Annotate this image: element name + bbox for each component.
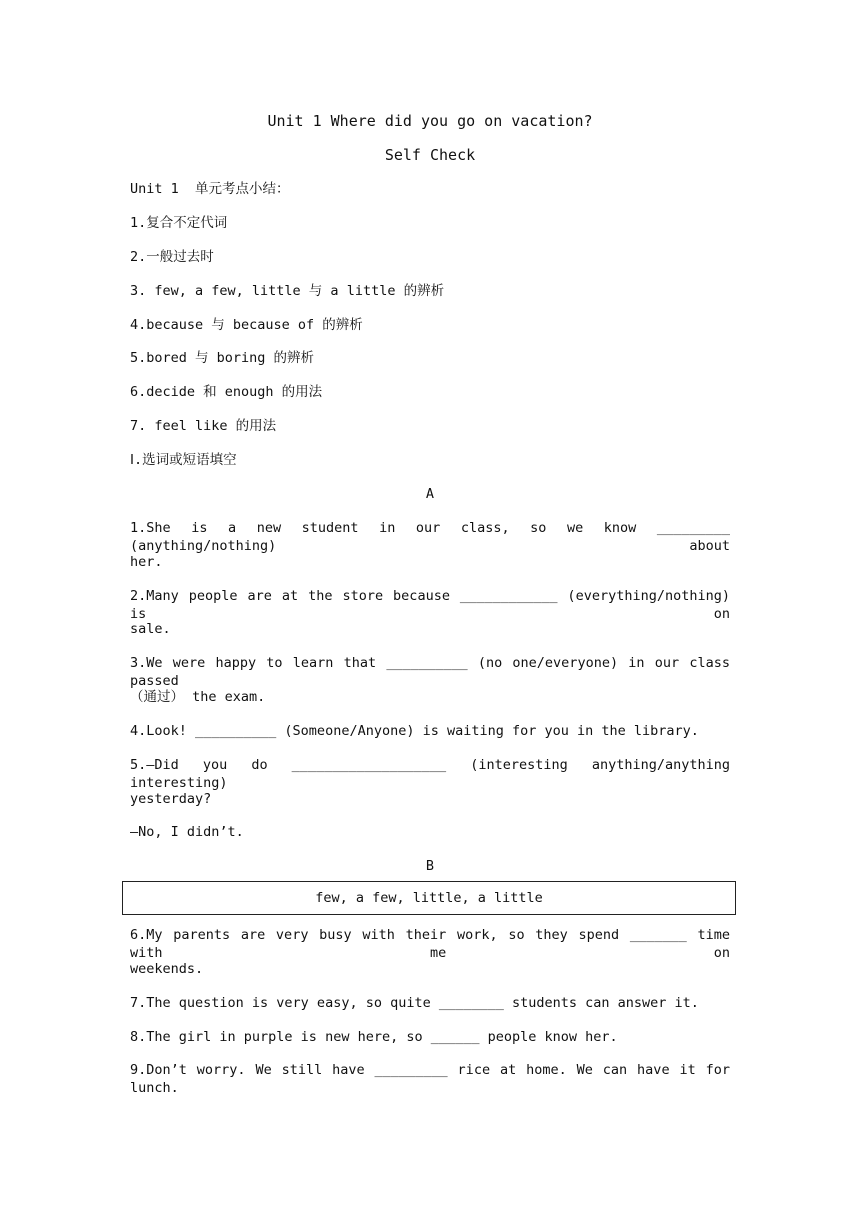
question-6-line-2: weekends. bbox=[130, 961, 204, 977]
part-b-label: B bbox=[425, 858, 435, 874]
summary-point: 6.decide 和 enough 的用法 bbox=[130, 384, 323, 400]
summary-point: 2.一般过去时 bbox=[130, 249, 214, 265]
question-2-line-2: sale. bbox=[130, 621, 171, 637]
question-3-line-1: 3.We were happy to learn that __________ (no one/everyone) in our class passed bbox=[130, 655, 730, 689]
summary-point: 3. few, a few, little 与 a little 的辨析 bbox=[130, 283, 445, 299]
word-bank-text: few, a few, little, a little bbox=[315, 890, 543, 906]
section-heading: Ⅰ.选词或短语填空 bbox=[130, 452, 237, 468]
document-subtitle: Self Check bbox=[384, 146, 476, 164]
summary-point: 7. feel like 的用法 bbox=[130, 418, 277, 434]
question-2-line-1: 2.Many people are at the store because ____________ (everything/nothing) is on bbox=[130, 588, 730, 622]
question-1-line-2: her. bbox=[130, 554, 163, 570]
summary-heading: Unit 1 单元考点小结： bbox=[130, 181, 290, 197]
question-6-line-1: 6.My parents are very busy with their work, so they spend _______ time with me on bbox=[130, 927, 730, 961]
question-4: 4.Look! __________ (Someone/Anyone) is waiting for you in the library. bbox=[130, 723, 699, 739]
part-a-label: A bbox=[425, 486, 435, 502]
word-bank-box bbox=[122, 881, 736, 915]
document-title: Unit 1 Where did you go on vacation? bbox=[267, 112, 593, 130]
summary-point: 4.because 与 because of 的辨析 bbox=[130, 317, 363, 333]
summary-point: 1.复合不定代词 bbox=[130, 215, 228, 231]
question-5-line-1: 5.—Did you do ___________________ (interesting anything/anything interesting) bbox=[130, 757, 730, 791]
question-9: 9.Don’t worry. We still have _________ rice at home. We can have it for lunch. bbox=[130, 1062, 730, 1096]
question-3-line-2: （通过） the exam. bbox=[130, 689, 266, 705]
question-8: 8.The girl in purple is new here, so ______ people know her. bbox=[130, 1029, 618, 1045]
question-5-line-2: yesterday? bbox=[130, 791, 212, 807]
question-5-line-3: —No, I didn’t. bbox=[130, 824, 244, 840]
summary-point: 5.bored 与 boring 的辨析 bbox=[130, 350, 315, 366]
question-1-line-1: 1.She is a new student in our class, so we know _________ (anything/nothing) about bbox=[130, 520, 730, 554]
question-7: 7.The question is very easy, so quite ________ students can answer it. bbox=[130, 995, 699, 1011]
